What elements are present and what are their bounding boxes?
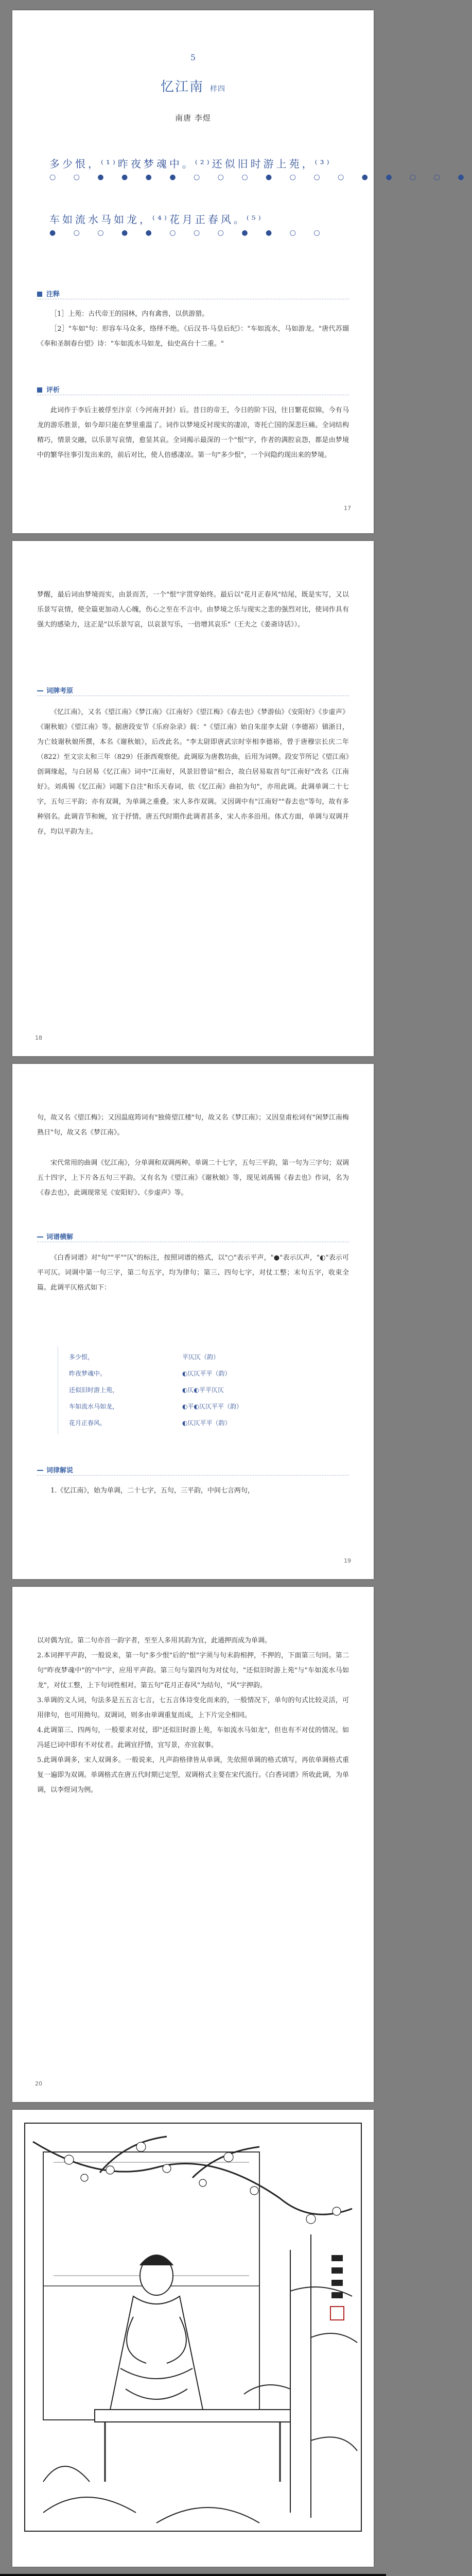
analysis-continued: 梦醒，最后词由梦境而实，由景而苦，一个"恨"字贯穿始终。最后以"花月正春风"结尾，既是实写，又以乐景写哀情，使全篇更加动人心魄，伤心之至在不言中。由梦境之乐与现实之悲的强烈对比，使词作具有强大的感染力，这正是"以乐景写哀，以哀景写乐，一倍增其哀乐"（王夫之《姜斋诗话》）。	[37, 591, 349, 629]
footer-bar	[0, 2574, 386, 2576]
pattern-row-5-words: 花月正春风。	[69, 1419, 107, 1427]
page-17	[12, 10, 472, 533]
page-number: 20	[35, 2080, 42, 2087]
poem-line-2: 车如流水马如龙，⁽⁴⁾花月正春风。⁽⁵⁾	[49, 213, 264, 226]
tune-title	[12, 76, 374, 95]
tune-alias: 样四	[210, 85, 225, 93]
analysis-heading: 评析	[37, 384, 349, 396]
origin-text: 《忆江南》，又名《望江南》《梦江南》《江南好》《望江梅》《春去也》《梦游仙》《安阳好》《步虚声》《谢秋娘》《望江南》等。据唐段安节《乐府杂录》载："《望江南》始自朱崖李太尉（李德裕）镇浙日，为亡妓谢秋娘所撰，本名《谢秋娘》，后改此名。"李太尉即唐武宗时宰相李德裕，曾于唐穆宗长庆二年（822）至文宗太和三年（829）任浙西观察使。此调原为唐教坊曲，后用为词牌。段安节所记《望江南》创调缘起，与白居易《忆江南》词中"江南好，风景旧曾谙"相合，故白居易取首句"江南好"改名《江南好》。刘禹锡《忆江南》词题下自注"和乐天春词，依《忆江南》曲拍为句"，亦用此调。此调单调二十七字，五句三平韵；亦有双调，为单调之重叠。宋人多作双调。又因调中有"江南好""春去也"等句，故有多种别名。此调音节和婉，宜于抒情。唐五代时期作此调者甚多，宋人亦多沿用。体式方面，单调与双调并存，均以平韵为主。	[37, 708, 349, 836]
pattern-row-2-tones: ◐仄仄平平（韵）	[182, 1370, 231, 1377]
origin-continued: 句，故又名《望江梅》；又因温庭筠词有"独倚望江楼"句，故又名《梦江南》；又因皇甫松词有"闲梦江南梅熟日"句，故又名《梦江南》。	[37, 1114, 349, 1137]
tune-number: 5	[190, 53, 196, 62]
page-number: 17	[344, 505, 351, 512]
note-2: ［2］"车如"句：形容车马众多，络绎不绝。《后汉书·马皇后纪》："车如流水，马如游龙。"唐代苏颋《奉和圣制春台望》诗："车如流水马如龙，仙史高台十二重。"	[37, 325, 349, 348]
woman-at-window-illustration	[23, 2121, 363, 2533]
author-line: 南唐 李煜	[175, 113, 211, 123]
tone-marks-line-2: ● ○ ○ ● ● ○ ○ ○ ● ● ○ ○	[49, 229, 328, 237]
analysis-text: 此词作于李后主被俘至汴京（今河南开封）后。昔日的帝王，今日的阶下囚，往日繁花似锦，今有马龙的游乐胜景，如今却只能在梦里重温了。词作以梦境反衬现实的凄凉，寄托亡国的深悲巨痛。全词结构精巧，情景交融，以乐景写哀情，愈显其哀。全词揭示最深的一个"恨"字，作者的满腔哀怨，都是由梦境中的繁华往事引发出来的，前后对比，使人倍感凄凉。第一句"多少恨"，一个问隐约现出来的梦境。	[37, 406, 349, 459]
pattern-row-3-words: 还似旧时游上苑，	[69, 1386, 119, 1394]
page-20	[12, 1587, 374, 2102]
pattern-heading: 词谱横解	[37, 1231, 349, 1243]
rules-continued: 以对偶为宜。第二句亦首一韵字者，至至人多用其韵为宜，此通押而成为单调。 2.本词押平声韵，一般说来，第一句"多少恨"后的"恨"字须与句末韵相押，不押的，下面第三句同。第二句"昨夜梦魂中"的"中"字，应用平声韵。第三句与第四句为对仗句，"还似旧时游上苑"与"车如流水马如龙"，对仗工整，上下句词性相对。第五句"花月正春风"为结句，"风"字押韵。 3.单调的文人词，句法多是五五言七言，七五言体诗变化而来的，一般情况下，单句的句式比较灵活，可用律句，也可用拗句。双调词，则多由单调重复而成，上下片完全相同。 4.此调第三、四两句，一般要求对仗，即"还似旧时游上苑，车如流水马如龙"，但也有不对仗的情况。如冯延巳词中即有不对仗者。此调宜抒情，宜写景，亦宜叙事。 5.此调单调多，宋人双调多。一般说来，凡声韵格律皆从单调，先依照单调的格式填写，再依单调格式重复一遍即为双调。单调格式在唐五代时期已定型，双调格式主要在宋代流行。《白香词谱》所收此调，为单调，以李煜词为例。	[37, 1637, 349, 1794]
pattern-row-1-words: 多少恨，	[69, 1353, 94, 1361]
pattern-text: 《白香词谱》对"句""平""仄"的标注，按照词谱的格式，以"○"表示平声，"●"表示仄声，"◐"表示可平可仄。词调中第一句三字，第二句五字，均为律句；第三、四句七字，对仗工整；末句五字，收束全篇。此调平仄格式如下：	[37, 1254, 349, 1292]
rules-text: 1.《忆江南》，始为单调，二十七字，五句，三平韵，中间七言两句，	[50, 1487, 254, 1495]
tune-title-text: 忆江南	[160, 79, 204, 95]
pattern-row-4-tones: ◐平◐仄仄平平（韵）	[182, 1403, 242, 1410]
origin-heading: 词牌考原	[37, 685, 349, 697]
pattern-row-2-words: 昨夜梦魂中。	[69, 1370, 107, 1377]
page-19	[12, 1064, 374, 1579]
page-18	[12, 541, 374, 1056]
tone-marks-line-1: ○ ○ ● ● ● ● ○ ○ ○ ● ○ ○ ○ ● ● ○ ○ ●	[49, 173, 472, 181]
origin-text-2: 宋代常用的曲调《忆江南》，分单调和双调两种。单调二十七字，五句三平韵，第一句为三字句；双调五十四字，上下片各五句三平韵。又有名为《望江南》《谢秋娘》等，现见刘禹锡《春去也》作词，名为《春去也》，此调现常见《安阳好》、《步虚声》等。	[37, 1159, 349, 1197]
note-1: ［1］上苑：古代帝王的园林，内有禽兽，以供游猎。	[50, 310, 209, 318]
rules-heading: 词律解说	[37, 1465, 349, 1476]
pattern-row-1-tones: 平仄仄（韵）	[182, 1353, 220, 1361]
page-number: 18	[35, 1035, 42, 1041]
poem-line-1: 多少恨，⁽¹⁾昨夜梦魂中。⁽²⁾还似旧时游上苑，⁽³⁾	[49, 158, 332, 170]
pattern-row-4-words: 车如流水马如龙，	[69, 1403, 119, 1410]
pattern-row-3-tones: ◐仄◐平平仄仄	[182, 1386, 224, 1394]
page-number: 19	[344, 1557, 351, 1564]
pattern-row-5-tones: ◐仄仄平平（韵）	[182, 1419, 231, 1427]
illustration-page	[12, 2110, 374, 2567]
notes-heading: 注释	[37, 289, 349, 300]
